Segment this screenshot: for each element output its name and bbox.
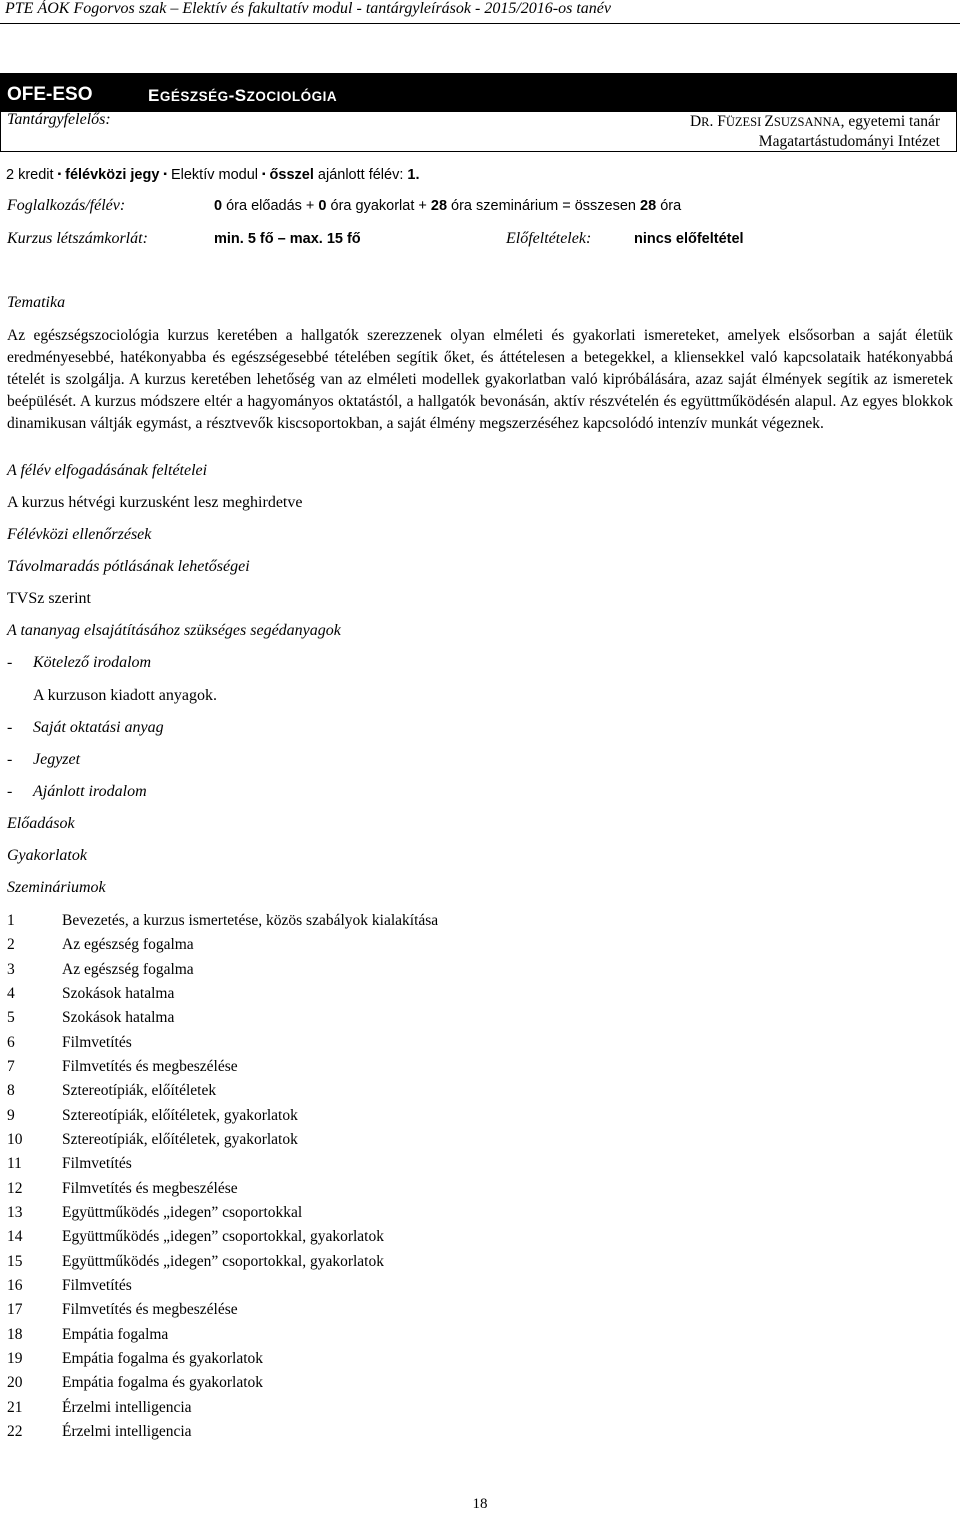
seminar-topic: Filmvetítés [62, 1277, 132, 1294]
seminar-number: 1 [7, 912, 15, 929]
seminar-topic: Érzelmi intelligencia [62, 1399, 192, 1416]
seminar-topic: Filmvetítés és megbeszélése [62, 1301, 238, 1318]
seminar-topic: Empátia fogalma [62, 1326, 169, 1343]
acceptance-text: A kurzus hétvégi kurzusként lesz meghirdetve [7, 494, 303, 511]
credits: 2 kredit [6, 167, 54, 183]
lectures-heading: Előadások [7, 815, 75, 832]
mandatory-dash: - [7, 654, 13, 671]
notes: Jegyzet [33, 751, 81, 768]
seminar-number: 16 [7, 1277, 23, 1294]
seminar-topic: Együttműködés „idegen” csoportokkal [62, 1204, 303, 1221]
seminar-topic: Együttműködés „idegen” csoportokkal, gyakorlatok [62, 1253, 384, 1270]
semester: ősszel [269, 167, 314, 183]
seminar-topic: Empátia fogalma és gyakorlatok [62, 1350, 264, 1367]
capacity-label: Kurzus létszámkorlát: [7, 230, 148, 247]
responsible-label: Tantárgyfelelős: [7, 111, 111, 128]
course-title-bar [0, 73, 957, 112]
mandatory-literature: Kötelező irodalom [33, 654, 152, 671]
seminar-number: 3 [7, 961, 15, 978]
seminar-number: 17 [7, 1301, 23, 1318]
seminar-topic: Empátia fogalma és gyakorlatok [62, 1374, 264, 1391]
capacity-value: min. 5 fő – max. 15 fő [214, 231, 361, 247]
seminar-number: 15 [7, 1253, 23, 1270]
practices-heading: Gyakorlatok [7, 847, 87, 864]
absence-text: TVSz szerint [7, 590, 91, 607]
hours-value: 0 óra előadás + 0 óra gyakorlat + 28 óra szeminárium = összesen 28 óra [214, 198, 682, 214]
seminar-topic: Sztereotípiák, előítéletek, gyakorlatok [62, 1107, 298, 1124]
seminar-topic: Az egészség fogalma [62, 936, 194, 953]
seminar-number: 5 [7, 1009, 15, 1026]
seminar-number: 8 [7, 1082, 15, 1099]
seminar-number: 21 [7, 1399, 23, 1416]
seminar-topic: Sztereotípiák, előítéletek, gyakorlatok [62, 1131, 298, 1148]
seminar-number: 19 [7, 1350, 23, 1367]
seminar-topic: Együttműködés „idegen” csoportokkal, gyakorlatok [62, 1228, 384, 1245]
course-meta-line: 2 kredit ▪ félévközi jegy ▪ Elektív modul ▪ ősszel ajánlott félév: 1. [6, 167, 420, 183]
module: Elektív modul [170, 167, 258, 183]
seminar-number: 20 [7, 1374, 23, 1391]
hours-label: Foglalkozás/félév: [7, 197, 126, 214]
course-title: EGÉSZSÉG-SZOCIOLÓGIA [148, 86, 338, 105]
materials-heading: A tananyag elsajátításához szükséges segédanyagok [7, 622, 341, 639]
absence-heading: Távolmaradás pótlásának lehetőségei [7, 558, 250, 575]
prerequisites-value: nincs előfeltétel [634, 231, 744, 247]
prerequisites-label: Előfeltételek: [506, 230, 592, 247]
seminar-topic: Filmvetítés [62, 1155, 132, 1172]
own-material-dash: - [7, 719, 13, 736]
tematika-heading: Tematika [7, 294, 66, 311]
recommended-semester: 1. [407, 167, 420, 183]
recommended-dash: - [7, 783, 13, 800]
seminar-number: 13 [7, 1204, 23, 1221]
own-material: Saját oktatási anyag [33, 719, 164, 736]
recommended-literature: Ajánlott irodalom [33, 783, 147, 800]
recommended-label: ajánlott félév: [317, 167, 404, 183]
seminar-number: 10 [7, 1131, 23, 1148]
midterm-heading: Félévközi ellenőrzések [7, 526, 152, 543]
seminar-topic: Szokások hatalma [62, 985, 175, 1002]
responsible-department: Magatartástudományi Intézet [758, 133, 940, 150]
notes-dash: - [7, 751, 13, 768]
header-rule [0, 23, 960, 24]
tematika-paragraph: Az egészségszociológia kurzus keretében a hallgatók szerezzenek olyan elméleti és gyakorlati ismereteket, amelyek elsősorban a saját életük eredményesebbé, hatékonyabba és egészségesebbé tételében segítik őket, és áttételesen a betegekkel, a kliensekkel való kapcsolataik hatékonyabbá tételét is szolgálja. A kurzus keretében lehetőség van az elméleti modellek gyakorlatban való kipróbálására, azaz saját élmények segítik az ismeretek beépülését. A kurzus módszere eltér a hagyományos oktatástól, a hallgatók bevonásán, aktív részvételén és együttműködésén alapul. Az egyes blokkok dinamikusan váltják egymást, a résztvevők kiscsoportokban, a saját élmény megszerzéséhez kapcsolódó intenzív munkát végeznek. [7, 327, 953, 432]
seminar-number: 22 [7, 1423, 23, 1440]
seminars-heading: Szemináriumok [7, 879, 106, 896]
seminar-number: 9 [7, 1107, 15, 1124]
seminar-topic: Filmvetítés [62, 1034, 132, 1051]
seminar-topic: Érzelmi intelligencia [62, 1423, 192, 1440]
seminar-number: 14 [7, 1228, 23, 1245]
responsible-name: DR. FÜZESI ZSUZSANNA, egyetemi tanár [689, 113, 940, 130]
seminar-topic: Az egészség fogalma [62, 961, 194, 978]
seminar-number: 4 [7, 985, 15, 1002]
course-code: OFE-ESO [7, 84, 93, 105]
seminar-topic: Filmvetítés és megbeszélése [62, 1058, 238, 1075]
page-number: 18 [472, 1496, 488, 1512]
seminar-topic: Bevezetés, a kurzus ismertetése, közös szabályok kialakítása [62, 912, 439, 929]
seminar-number: 11 [7, 1155, 22, 1172]
exam-type: félévközi jegy [65, 167, 160, 183]
seminar-topic: Szokások hatalma [62, 1009, 175, 1026]
seminar-number: 18 [7, 1326, 23, 1343]
mandatory-literature-text: A kurzuson kiadott anyagok. [33, 687, 217, 704]
seminar-number: 6 [7, 1034, 15, 1051]
seminar-topic: Filmvetítés és megbeszélése [62, 1180, 238, 1197]
acceptance-heading: A félév elfogadásának feltételei [7, 462, 208, 479]
running-header: PTE ÁOK Fogorvos szak – Elektív és fakultatív modul - tantárgyleírások - 2015/2016-os tanév [5, 0, 611, 17]
seminar-number: 2 [7, 936, 15, 953]
seminar-number: 12 [7, 1180, 23, 1197]
seminar-topic: Sztereotípiák, előítéletek [62, 1082, 217, 1099]
seminar-number: 7 [7, 1058, 15, 1075]
